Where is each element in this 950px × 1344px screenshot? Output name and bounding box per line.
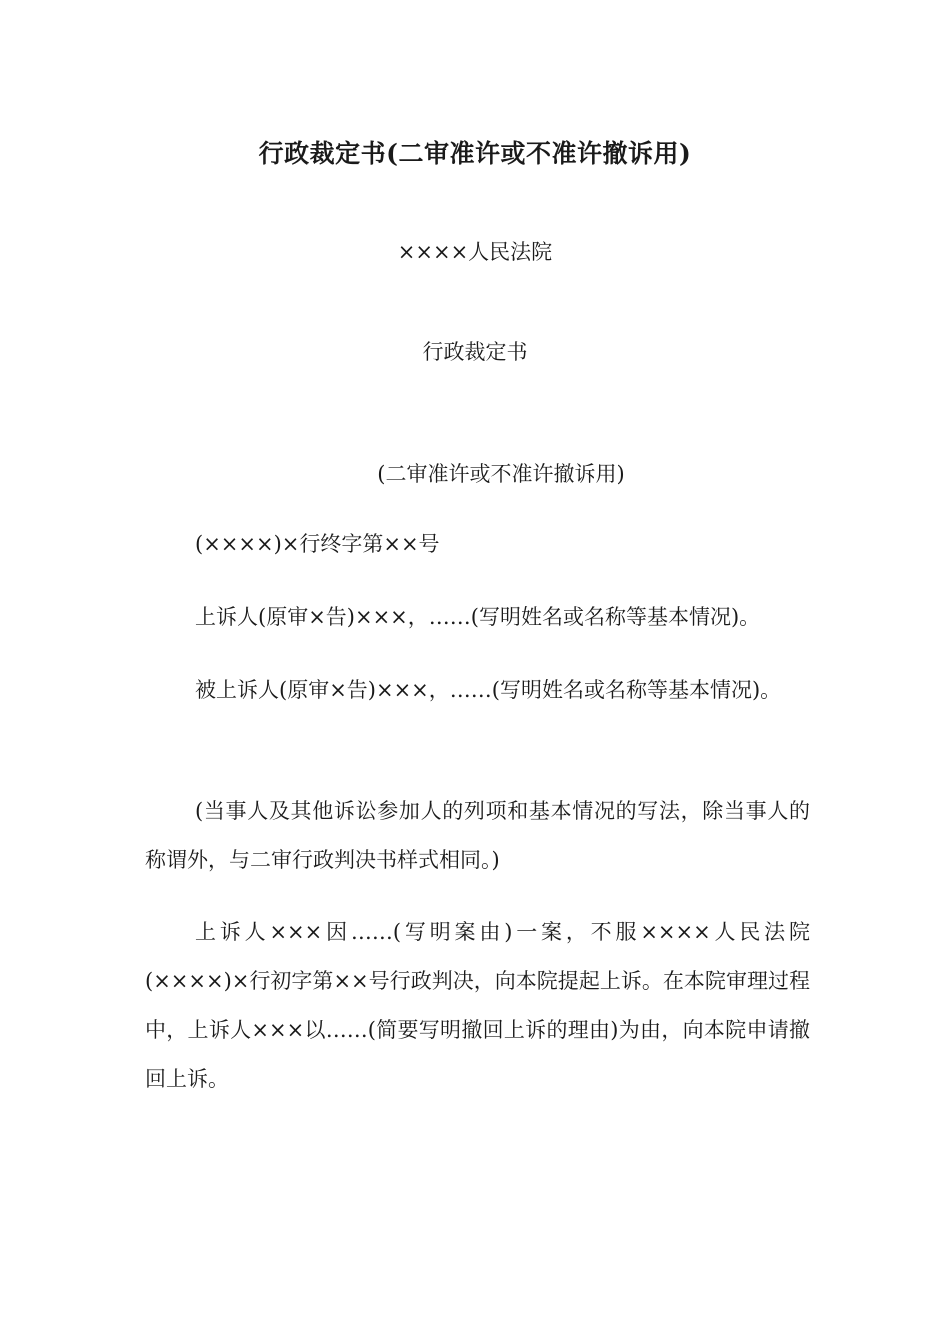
court-name: ××××人民法院	[397, 240, 553, 264]
case-facts-paragraph: 上诉人×××因……(写明案由)一案，不服××××人民法院(××××)×行初字第××号行政判决，向本院提起上诉。在本院审理过程中，上诉人×××以……(简要写明撤回上诉的理由)为由，向本院申请撤回上诉。	[145, 920, 810, 1091]
appellant-paragraph: 上诉人(原审×告)×××，……(写明姓名或名称等基本情况)。	[195, 605, 761, 629]
case-number: (××××)×行终字第××号	[195, 532, 440, 556]
document-title: 行政裁定书(二审准许或不准许撤诉用)	[258, 139, 692, 168]
document-type: 行政裁定书	[422, 340, 528, 364]
appellee-paragraph: 被上诉人(原审×告)×××，……(写明姓名或名称等基本情况)。	[195, 678, 782, 702]
parties-note-paragraph: (当事人及其他诉讼参加人的列项和基本情况的写法，除当事人的称谓外，与二审行政判决书样式相同。)	[145, 799, 810, 872]
document-subtitle: (二审准许或不准许撤诉用)	[377, 462, 625, 486]
